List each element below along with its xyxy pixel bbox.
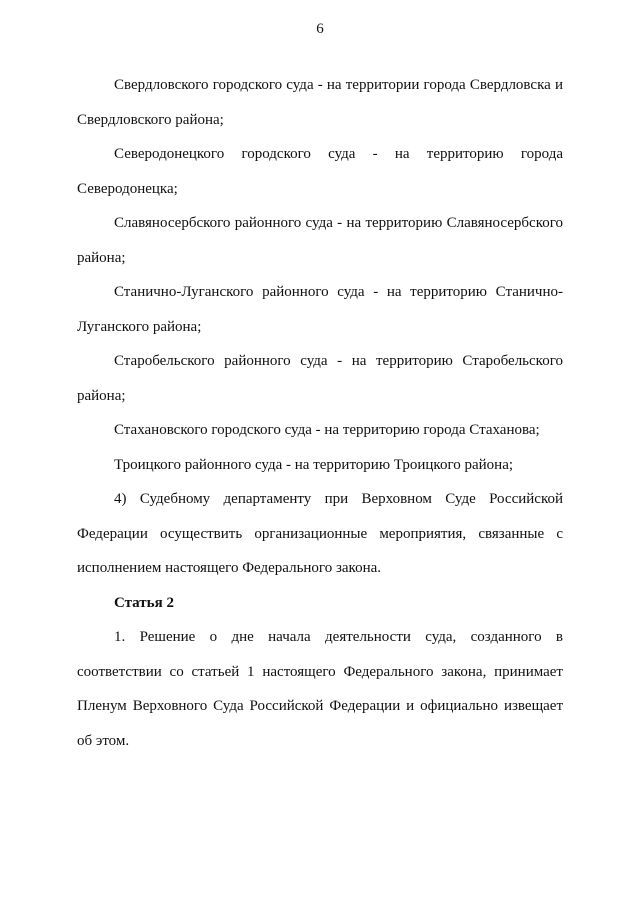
paragraph-stanichno-lugansk-court: Станично-Луганского районного суда - на территорию Станично-Луганского района; xyxy=(77,284,563,335)
document-body xyxy=(77,68,563,758)
paragraph-starobelsk-court: Старобельского районного суда - на территорию Старобельского района; xyxy=(77,353,563,404)
paragraph-judicial-department: 4) Судебному департаменту при Верховном Суде Российской Федерации осуществить организационные мероприятия, связанные с исполнением настоящего Федерального закона. xyxy=(77,491,563,576)
paragraph-slavyanoserbsk-court: Славяносербского районного суда - на территорию Славяносербского района; xyxy=(77,215,563,266)
article-heading: Статья 2 xyxy=(114,594,174,611)
page-number: 6 xyxy=(316,21,324,37)
paragraph-sverdlovsk-court: Свердловского городского суда - на территории города Свердловска и Свердловского района; xyxy=(77,77,563,128)
paragraph-stakhanov-court: Стахановского городского суда - на территорию города Стаханова; xyxy=(114,422,540,438)
paragraph-troitsk-court: Троицкого районного суда - на территорию Троицкого района; xyxy=(114,456,514,473)
article-paragraph-1: 1. Решение о дне начала деятельности суда, созданного в соответствии со статьей 1 настоящего Федерального закона, принимает Пленум Верховного Суда Российской Федерации и официально извещает об этом. xyxy=(77,629,563,749)
paragraph-severodonetsk-court: Северодонецкого городского суда - на территорию города Северодонецка; xyxy=(77,146,563,197)
